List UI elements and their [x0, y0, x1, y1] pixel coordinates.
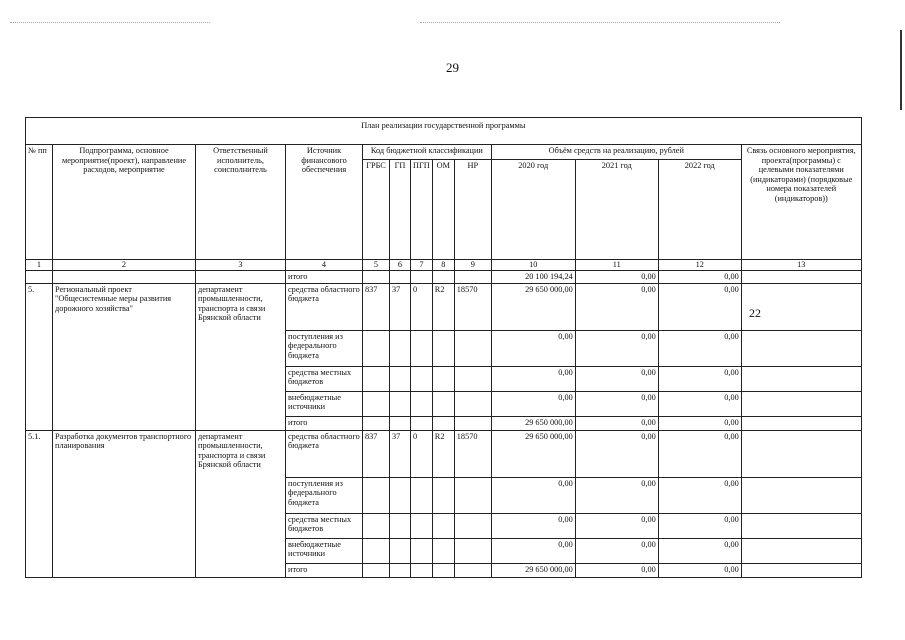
header-program: Подпрограмма, основное мероприятие(проект), направление расходов, мероприятие [53, 145, 196, 260]
row-code-gp [390, 513, 411, 538]
row-value-2020: 29 650 000,00 [491, 416, 575, 430]
row-source: средства областного бюджета [286, 430, 363, 477]
row-code-pgp [411, 563, 433, 577]
top-total-source: итого [286, 271, 363, 284]
row-code-pgp: 0 [411, 430, 433, 477]
col-number: 4 [286, 260, 363, 271]
row-code-np [454, 563, 491, 577]
row-code-gp [390, 416, 411, 430]
header-2021: 2021 год [575, 160, 658, 260]
row-code-pgp [411, 538, 433, 563]
cell-empty [741, 271, 861, 284]
row-source: итого [286, 416, 363, 430]
row-code-pgp [411, 416, 433, 430]
header-budget-code: Код бюджетной классификации [363, 145, 492, 160]
scan-artifact [10, 22, 210, 24]
row-code-grbs [363, 513, 390, 538]
row-code-grbs [363, 563, 390, 577]
row-code-np [454, 330, 491, 366]
col-number: 8 [432, 260, 454, 271]
table-title: План реализации государственной программы [26, 118, 862, 145]
col-number: 1 [26, 260, 53, 271]
header-grbs: ГРБС [363, 160, 390, 260]
row-value-2020: 29 650 000,00 [491, 563, 575, 577]
row-value-2021: 0,00 [575, 366, 658, 391]
page-number: 29 [446, 60, 459, 75]
top-total-2022: 0,00 [658, 271, 741, 284]
row-link [741, 391, 861, 416]
row-code-np [454, 538, 491, 563]
header-gp: ГП [390, 160, 411, 260]
row-value-2021: 0,00 [575, 283, 658, 330]
row-value-2022: 0,00 [658, 430, 741, 477]
row-code-gp [390, 330, 411, 366]
row-code-pgp [411, 477, 433, 513]
row-value-2021: 0,00 [575, 477, 658, 513]
row-link [741, 430, 861, 477]
cell-empty [390, 271, 411, 284]
cell-empty [53, 271, 196, 284]
header-volume: Объём средств на реализацию, рублей [491, 145, 741, 160]
row-code-gp [390, 477, 411, 513]
row-code-pgp: 0 [411, 283, 433, 330]
row-link [741, 416, 861, 430]
row-code-gp [390, 538, 411, 563]
row-value-2020: 0,00 [491, 366, 575, 391]
row-code-grbs [363, 538, 390, 563]
table-row [26, 430, 862, 477]
row-value-2021: 0,00 [575, 416, 658, 430]
header-source: Источник финансового обеспечения [286, 145, 363, 260]
row-source: внебюджетные источники [286, 538, 363, 563]
row-code-np [454, 366, 491, 391]
row-value-2020: 29 650 000,00 [491, 283, 575, 330]
row-source: средства областного бюджета [286, 283, 363, 330]
row-value-2020: 0,00 [491, 538, 575, 563]
row-code-om: R2 [432, 283, 454, 330]
row-code-om [432, 391, 454, 416]
row-value-2022: 0,00 [658, 283, 741, 330]
cell-empty [196, 271, 286, 284]
row-value-2022: 0,00 [658, 366, 741, 391]
row-code-om [432, 477, 454, 513]
row-code-om [432, 513, 454, 538]
row-value-2020: 0,00 [491, 513, 575, 538]
row-code-gp [390, 563, 411, 577]
row-value-2021: 0,00 [575, 330, 658, 366]
row-value-2022: 0,00 [658, 477, 741, 513]
row-code-om [432, 416, 454, 430]
cell-empty [411, 271, 433, 284]
header-pgp: ПГП [411, 160, 433, 260]
row-value-2021: 0,00 [575, 430, 658, 477]
row-value-2022: 0,00 [658, 563, 741, 577]
row-value-2022: 0,00 [658, 416, 741, 430]
top-total-2021: 0,00 [575, 271, 658, 284]
row-value-2020: 29 650 000,00 [491, 430, 575, 477]
row-code-np: 18570 [454, 430, 491, 477]
header-executor: Ответственный исполнитель, соисполнитель [196, 145, 286, 260]
row-link [741, 330, 861, 366]
top-total-2020: 20 100 194,24 [491, 271, 575, 284]
header-2022: 2022 год [658, 160, 741, 260]
col-number: 6 [390, 260, 411, 271]
row-code-gp: 37 [390, 430, 411, 477]
cell-empty [432, 271, 454, 284]
handwritten-note: 22 [749, 306, 761, 320]
row-source: средства местных бюджетов [286, 513, 363, 538]
row-source: внебюджетные источники [286, 391, 363, 416]
row-value-2022: 0,00 [658, 513, 741, 538]
row-value-2021: 0,00 [575, 538, 658, 563]
row-value-2021: 0,00 [575, 563, 658, 577]
row-code-om: R2 [432, 430, 454, 477]
col-number: 5 [363, 260, 390, 271]
row-code-om [432, 330, 454, 366]
row-source: итого [286, 563, 363, 577]
row-code-grbs [363, 366, 390, 391]
row-code-gp [390, 366, 411, 391]
row-number: 5. [26, 283, 53, 430]
row-code-om [432, 538, 454, 563]
row-value-2022: 0,00 [658, 330, 741, 366]
scan-artifact [420, 22, 780, 24]
row-code-np: 18570 [454, 283, 491, 330]
row-code-pgp [411, 513, 433, 538]
row-executor: департамент промышленности, транспорта и связи Брянской области [196, 283, 286, 430]
row-code-np [454, 416, 491, 430]
cell-empty [454, 271, 491, 284]
row-code-gp [390, 391, 411, 416]
cell-empty [26, 271, 53, 284]
row-code-np [454, 391, 491, 416]
row-value-2020: 0,00 [491, 477, 575, 513]
row-link [741, 538, 861, 563]
row-link [741, 563, 861, 577]
plan-table [25, 117, 862, 578]
row-value-2021: 0,00 [575, 513, 658, 538]
row-code-om [432, 563, 454, 577]
col-number: 2 [53, 260, 196, 271]
row-code-gp: 37 [390, 283, 411, 330]
row-code-grbs: 837 [363, 283, 390, 330]
header-om: ОМ [432, 160, 454, 260]
header-np: НР [454, 160, 491, 260]
col-number: 9 [454, 260, 491, 271]
header-link: Связь основного мероприятия, проекта(программы) с целевыми показателями (индикаторами) (порядковые номера показателей (индикаторов)) [741, 145, 861, 260]
row-value-2022: 0,00 [658, 391, 741, 416]
row-code-om [432, 366, 454, 391]
row-code-grbs: 837 [363, 430, 390, 477]
col-number: 11 [575, 260, 658, 271]
row-code-grbs [363, 416, 390, 430]
row-value-2020: 0,00 [491, 391, 575, 416]
col-number: 10 [491, 260, 575, 271]
row-code-np [454, 477, 491, 513]
row-program-name: Разработка документов транспортного планирования [53, 430, 196, 577]
col-number: 13 [741, 260, 861, 271]
col-number: 12 [658, 260, 741, 271]
row-value-2022: 0,00 [658, 538, 741, 563]
row-source: поступления из федерального бюджета [286, 477, 363, 513]
row-code-pgp [411, 330, 433, 366]
row-executor: департамент промышленности, транспорта и связи Брянской области [196, 430, 286, 577]
col-number: 7 [411, 260, 433, 271]
col-number: 3 [196, 260, 286, 271]
row-code-pgp [411, 391, 433, 416]
row-link [741, 366, 861, 391]
row-code-grbs [363, 391, 390, 416]
table-row [26, 283, 862, 330]
header-num: № пп [26, 145, 53, 260]
row-code-np [454, 513, 491, 538]
row-source: средства местных бюджетов [286, 366, 363, 391]
row-value-2021: 0,00 [575, 391, 658, 416]
cell-empty [363, 271, 390, 284]
row-code-pgp [411, 366, 433, 391]
row-link [741, 513, 861, 538]
row-source: поступления из федерального бюджета [286, 330, 363, 366]
row-value-2020: 0,00 [491, 330, 575, 366]
row-code-grbs [363, 330, 390, 366]
row-code-grbs [363, 477, 390, 513]
row-program-name: Региональный проект "Общесистемные меры развития дорожного хозяйства" [53, 283, 196, 430]
row-link [741, 477, 861, 513]
row-number: 5.1. [26, 430, 53, 577]
header-2020: 2020 год [491, 160, 575, 260]
